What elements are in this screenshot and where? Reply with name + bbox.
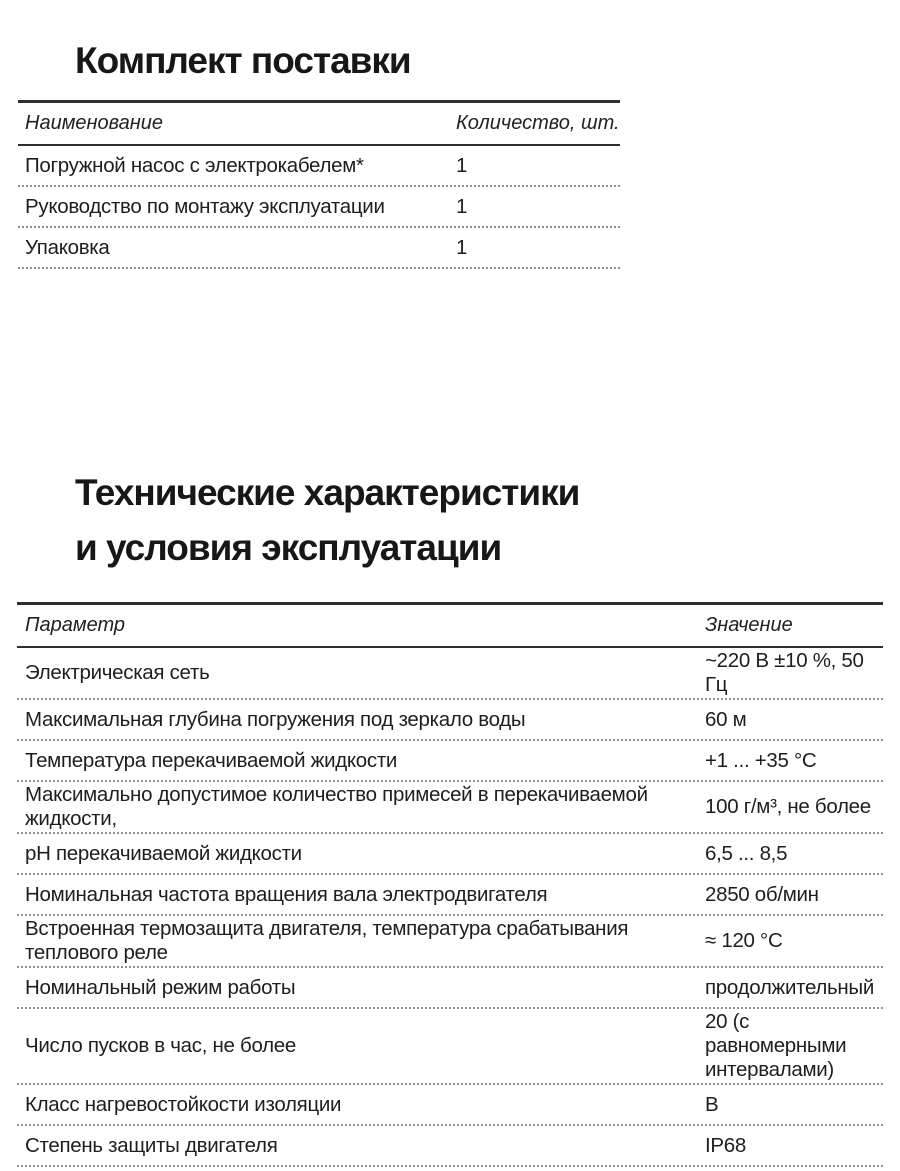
spec-value: +1 ... +35 °C	[705, 748, 817, 772]
table-row	[17, 875, 883, 916]
spec-param: Степень защиты двигателя	[25, 1133, 278, 1157]
table-row	[17, 834, 883, 875]
delivery-table	[18, 100, 620, 269]
spec-param: Электрическая сеть	[25, 661, 210, 684]
spec-param: Встроенная термозащита двигателя, температура срабатывания теплового реле	[25, 917, 629, 964]
specs-table-header-row	[17, 605, 883, 648]
table-row	[18, 146, 620, 187]
table-row	[17, 782, 883, 834]
spec-param: Номинальный режим работы	[25, 975, 296, 999]
delivery-header-name: Наименование	[25, 112, 164, 134]
spec-value: продолжительный	[705, 975, 875, 999]
spec-param: Число пусков в час, не более	[25, 1034, 296, 1057]
delivery-set-title: Комплект поставки	[75, 39, 411, 81]
delivery-item-name: Руководство по монтажу эксплуатации	[25, 194, 385, 218]
spec-param: Максимально допустимое количество примесей в перекачиваемой жидкости,	[25, 783, 648, 830]
spec-value: 60 м	[705, 707, 747, 731]
spec-value: 100 г/м³, не более	[705, 795, 871, 818]
specs-title-line2: и условия эксплуатации	[75, 526, 502, 568]
delivery-item-name: Упаковка	[25, 235, 110, 259]
table-row	[17, 1085, 883, 1126]
table-row	[17, 741, 883, 782]
delivery-header-qty: Количество, шт.	[456, 112, 620, 134]
spec-param: Температура перекачиваемой жидкости	[25, 748, 398, 772]
delivery-item-qty: 1	[456, 153, 468, 177]
delivery-item-qty: 1	[456, 194, 468, 218]
table-row	[17, 700, 883, 741]
specs-header-value: Значение	[705, 614, 793, 636]
spec-value: ≈ 120 °C	[705, 929, 783, 952]
spec-param: pH перекачиваемой жидкости	[25, 841, 302, 865]
table-row	[18, 187, 620, 228]
spec-param: Номинальная частота вращения вала электродвигателя	[25, 882, 548, 906]
specs-table	[17, 602, 883, 1167]
spec-value: 2850 об/мин	[705, 882, 819, 906]
spec-param: Класс нагревостойкости изоляции	[25, 1092, 342, 1116]
table-row	[18, 228, 620, 269]
delivery-item-qty: 1	[456, 235, 468, 259]
spec-value: ~220 В ±10 %, 50 Гц	[705, 649, 864, 696]
table-row	[17, 1009, 883, 1085]
specs-title-line1: Технические характеристики	[75, 471, 580, 513]
spec-value: IP68	[705, 1133, 746, 1157]
spec-param: Максимальная глубина погружения под зеркало воды	[25, 707, 526, 731]
table-row	[17, 916, 883, 968]
table-row	[17, 1126, 883, 1167]
specs-header-param: Параметр	[25, 614, 126, 636]
table-row	[17, 968, 883, 1009]
spec-value: B	[705, 1092, 719, 1116]
delivery-table-header-row	[18, 103, 620, 146]
spec-value: 6,5 ... 8,5	[705, 841, 788, 865]
table-row	[17, 648, 883, 700]
delivery-item-name: Погружной насос с электрокабелем*	[25, 153, 364, 177]
spec-value: 20 (с равномерными интервалами)	[705, 1010, 847, 1081]
specs-title	[75, 465, 579, 575]
